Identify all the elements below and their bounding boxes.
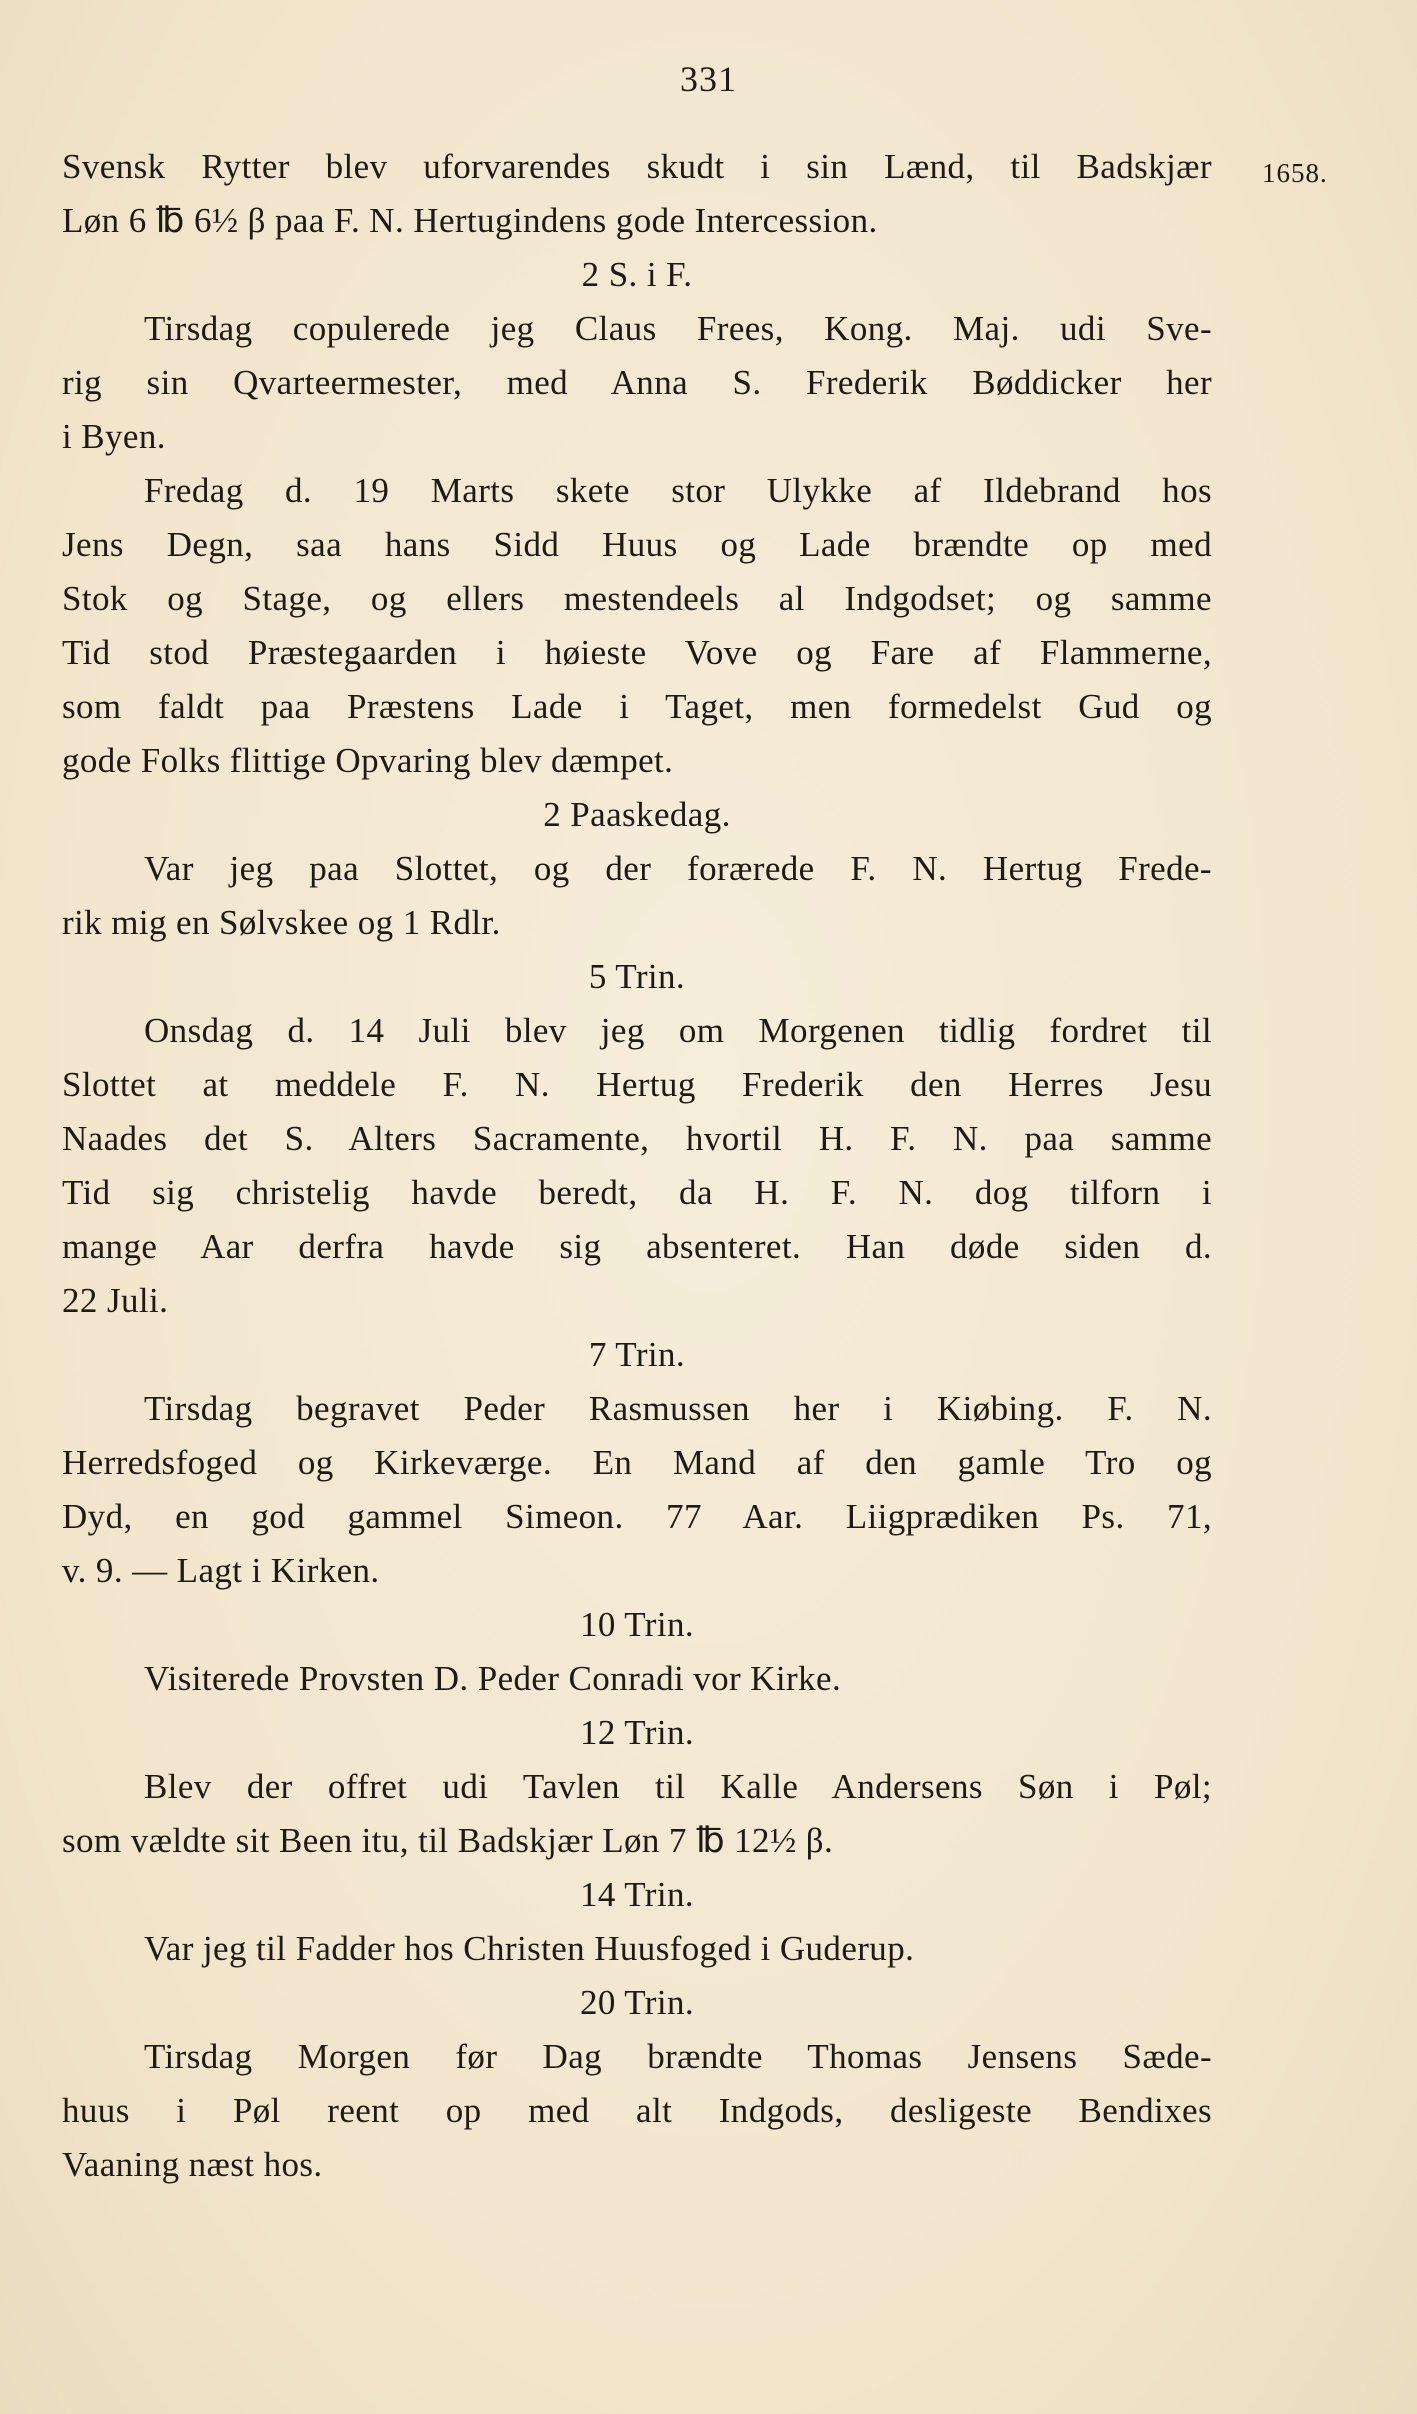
text-line: Løn 6 ℔ 6½ β paa F. N. Hertugindens gode Intercession. <box>62 201 878 240</box>
text-line: Tirsdag Morgen før Dag brændte Thomas Jensens Sæde- <box>144 2037 1212 2076</box>
text-line: huus i Pøl reent op med alt Indgods, desligeste Bendixes <box>62 2091 1212 2130</box>
text-line: mange Aar derfra havde sig absenteret. Han døde siden d. <box>62 1227 1212 1266</box>
section-heading: 20 Trin. <box>579 1983 695 2022</box>
section-heading: 2 Paaskedag. <box>543 795 731 834</box>
text-line: rik mig en Sølvskee og 1 Rdlr. <box>62 903 501 942</box>
text-line: Dyd, en god gammel Simeon. 77 Aar. Liigprædiken Ps. 71, <box>62 1497 1212 1536</box>
text-line: Var jeg paa Slottet, og der forærede F. N. Hertug Frede- <box>144 849 1212 888</box>
section-heading: 5 Trin. <box>588 957 686 996</box>
text-line: 22 Juli. <box>62 1281 169 1320</box>
text-line: Jens Degn, saa hans Sidd Huus og Lade brændte op med <box>62 525 1212 564</box>
section-heading: 7 Trin. <box>588 1335 686 1374</box>
text-line: Herredsfoged og Kirkeværge. En Mand af den gamle Tro og <box>62 1443 1212 1482</box>
section-heading: 10 Trin. <box>579 1605 695 1644</box>
text-line: Svensk Rytter blev uforvarendes skudt i sin Lænd, til Badskjær <box>62 147 1212 186</box>
text-line: rig sin Qvarteermester, med Anna S. Frederik Bøddicker her <box>62 363 1212 402</box>
text-line: i Byen. <box>62 417 166 456</box>
margin-year-note: 1658. <box>1262 158 1328 188</box>
body-text <box>62 140 1212 2192</box>
page-number: 331 <box>680 59 737 99</box>
text-line: Naades det S. Alters Sacramente, hvortil H. F. N. paa samme <box>62 1119 1212 1158</box>
section-heading: 2 S. i F. <box>581 255 693 294</box>
text-line: Var jeg til Fadder hos Christen Huusfoged i Guderup. <box>144 1929 915 1968</box>
text-line: Vaaning næst hos. <box>62 2145 323 2184</box>
text-line: Fredag d. 19 Marts skete stor Ulykke af Ildebrand hos <box>144 471 1212 510</box>
text-line: Tid sig christelig havde beredt, da H. F. N. dog tilforn i <box>62 1173 1212 1212</box>
text-line: Tirsdag begravet Peder Rasmussen her i Kiøbing. F. N. <box>144 1389 1212 1428</box>
text-line: som vældte sit Been itu, til Badskjær Løn 7 ℔ 12½ β. <box>62 1821 834 1860</box>
text-line: Blev der offret udi Tavlen til Kalle Andersens Søn i Pøl; <box>144 1767 1212 1806</box>
text-line: v. 9. — Lagt i Kirken. <box>62 1551 380 1590</box>
text-line: Tirsdag copulerede jeg Claus Frees, Kong. Maj. udi Sve- <box>144 309 1212 348</box>
text-line: Tid stod Præstegaarden i høieste Vove og Fare af Flammerne, <box>62 633 1212 672</box>
text-line: Slottet at meddele F. N. Hertug Frederik den Herres Jesu <box>62 1065 1212 1104</box>
text-line: Onsdag d. 14 Juli blev jeg om Morgenen tidlig fordret til <box>144 1011 1212 1050</box>
section-heading: 12 Trin. <box>579 1713 695 1752</box>
section-heading: 14 Trin. <box>579 1875 695 1914</box>
text-line: gode Folks flittige Opvaring blev dæmpet. <box>62 741 674 780</box>
text-line: Visiterede Provsten D. Peder Conradi vor Kirke. <box>144 1659 842 1698</box>
text-line: som faldt paa Præstens Lade i Taget, men formedelst Gud og <box>62 687 1212 726</box>
text-line: Stok og Stage, og ellers mestendeels al Indgodset; og samme <box>62 579 1212 618</box>
